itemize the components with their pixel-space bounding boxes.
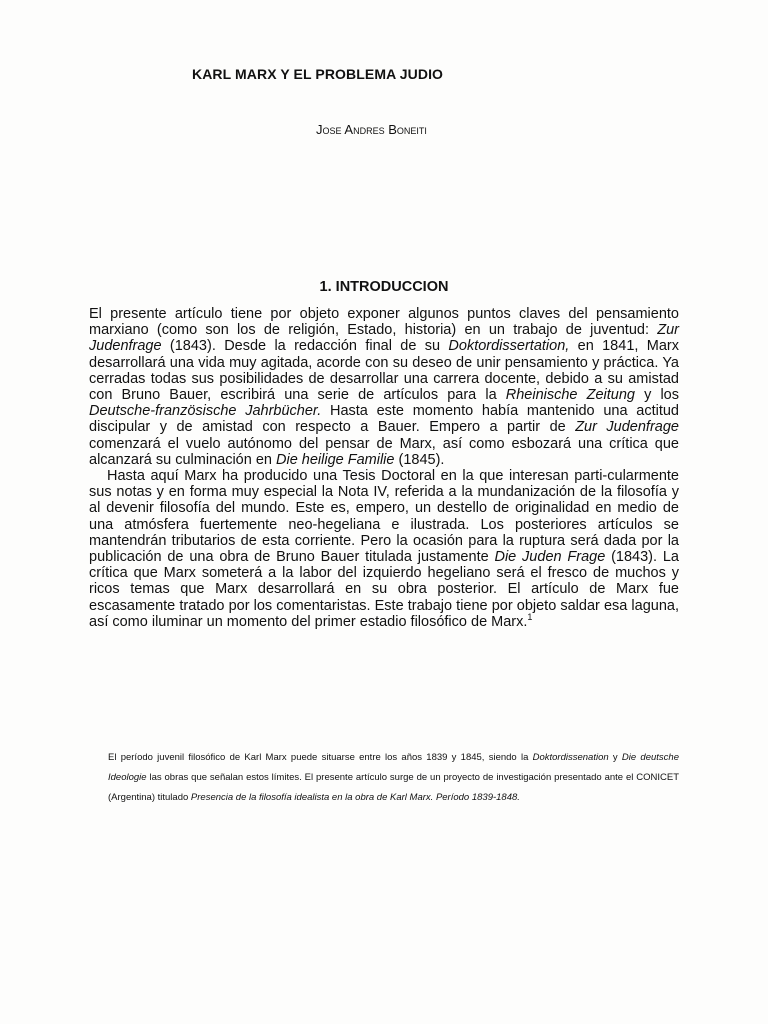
footnote-reference[interactable]: 1 <box>527 612 533 623</box>
section-heading: 1. INTRODUCCION <box>319 279 449 295</box>
work-title: Die Juden Frage <box>494 549 606 566</box>
work-title: Zur Judenfrage <box>89 322 679 355</box>
work-title: Die heilige Familie <box>276 451 395 468</box>
author-name: Jose Andres Boneiti <box>316 122 427 137</box>
paragraph-2: Hasta aquí Marx ha producido una Tesis Doctoral en la que interesan parti-cularmente sus notas y en forma muy especial la Nota IV, referida a la mundanización de la filosofía y al devenir filosofía del mundo. Este es, empero, un destello de originalidad en medio de una atmósfera fuertemente neo-hegeliana e ilustrada. Los posteriores artículos se mantendrán tributarios de esta corriente. Pero la ocasión para la ruptura será dada por la publicación de una obra de Bruno Bauer titulada justamente Die Juden Frage (1843). La crítica que Marx someterá a la labor del izquierdo hegeliano será el fresco de muchos y ricos temas que Marx desarrollará en su obra posterior. El artículo de Marx fue escasamente tratado por los comentaristas. Este trabajo tiene por objeto saldar esa laguna, así como iluminar un momento del primer estadio filosófico de Marx.$^1$ <box>89 468 679 630</box>
paper-title: KARL MARX Y EL PROBLEMA JUDIO <box>192 66 444 82</box>
work-title: Die deutsche Ideologie <box>108 752 679 783</box>
paragraph-1: El presente artículo tiene por objeto exponer algunos puntos claves del pensamiento marxiano (como son los de religión, Estado, historia) en un trabajo de juventud: Zur Judenfrage (1843). Desde la redacción final de su Doktordissertation, en 1841, Marx desarrollará una vida muy agitada, acorde con su deseo de unir pensamiento y práctica. Ya cerradas todas sus posibilidades de desarrollar una carrera docente, debido a su amistad con Bruno Bauer, escribirá una serie de artículos para la Rheinische Zeitung y los Deutsche-französische Jahrbücher. Hasta este momento había mantenido una actitud discipular y de amistad con respecto a Bauer. Empero a partir de Zur Judenfrage comenzará el vuelo autónomo del pensar de Marx, así como esbozará una crítica que alcanzará su culminación en Die heilige Familie (1845). <box>89 306 679 468</box>
work-title: Rheinische Zeitung <box>505 387 635 404</box>
body-text <box>89 306 679 630</box>
work-title: Deutsche-französische Jahrbücher. <box>89 403 322 420</box>
work-title: Presencia de la filosofía idealista en la obra de Karl Marx. Período 1839-1848. <box>190 792 520 803</box>
footnote: El período juvenil filosófico de Karl Marx puede situarse entre los años 1839 y 1845, siendo la Doktordissenation y Die deutsche Ideologie las obras que señalan estos límites. El presente artículo surge de un proyecto de investigación presentado ante el CONICET (Argentina) titulado Presencia de la filosofía idealista en la obra de Karl Marx. Período 1839-1848. <box>108 752 679 803</box>
work-title: Doktordissertation, <box>448 338 570 355</box>
work-title: Zur Judenfrage <box>575 419 679 436</box>
work-title: Doktordissenation <box>532 752 609 763</box>
